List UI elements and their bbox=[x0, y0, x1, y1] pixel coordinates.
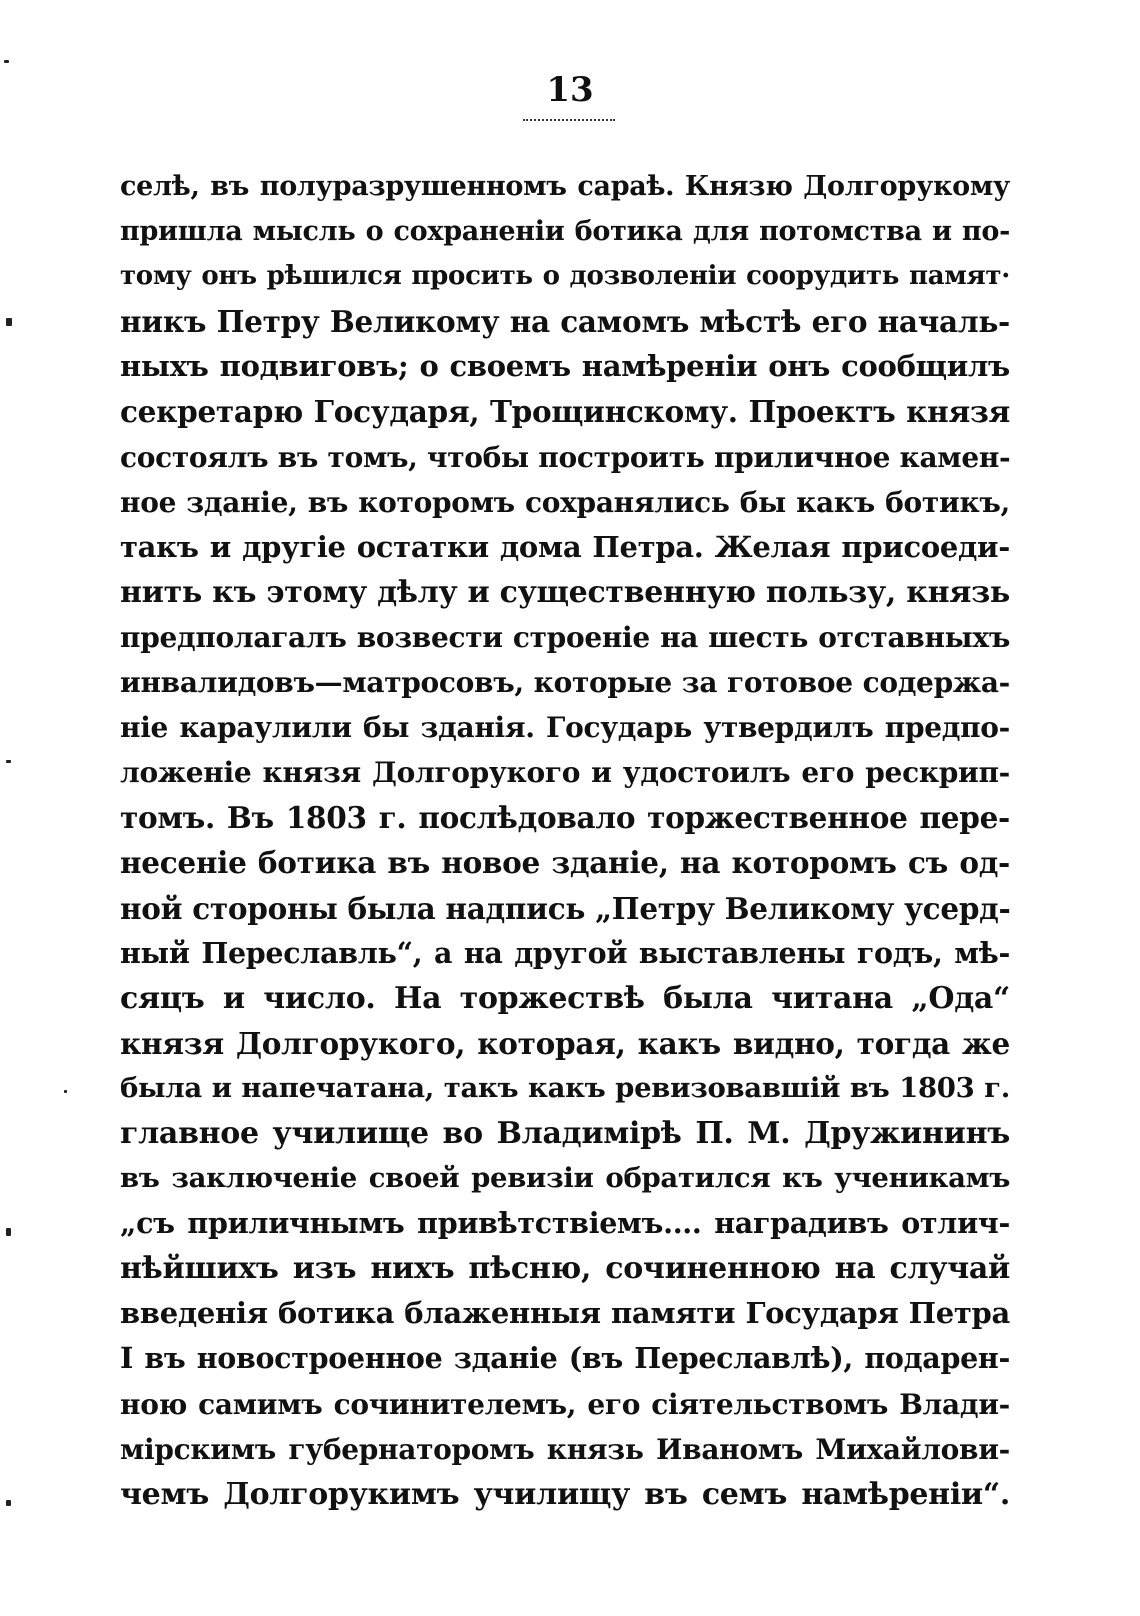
text-line: мірскимъ губернаторомъ князь Иваномъ Михайлови- bbox=[120, 1432, 1010, 1466]
text-line: селѣ, въ полуразрушенномъ сараѣ. Князю Долгорукому bbox=[120, 171, 1010, 202]
text-line: секретарю Государя, Трощинскому. Проектъ князя bbox=[120, 394, 1010, 430]
text-line: въ заключеніе своей ревизіи обратился къ ученикамъ bbox=[120, 1162, 1010, 1195]
text-line: ложеніе князя Долгорукого и удостоилъ его рескрип- bbox=[120, 756, 1010, 790]
text-line: чемъ Долгорукимъ училищу въ семъ намѣреніи“. bbox=[120, 1476, 1010, 1512]
text-line: томъ. Въ 1803 г. послѣдовало торжественное пере- bbox=[120, 800, 1010, 836]
text-line: ный Переславль“, а на другой выставлены годъ, мѣ- bbox=[120, 935, 1010, 970]
text-line: нѣйшихъ изъ нихъ пѣсню, сочиненною на случай bbox=[120, 1251, 1010, 1287]
text-line: нить къ этому дѣлу и существенную пользу, князь bbox=[120, 574, 1010, 610]
scan-speck bbox=[6, 1500, 11, 1506]
text-line: ныхъ подвиговъ; о своемъ намѣреніи онъ сообщилъ bbox=[120, 349, 1010, 384]
scan-speck bbox=[6, 760, 11, 763]
text-line: была и напечатана, такъ какъ ревизовавшій въ 1803 г. bbox=[120, 1071, 1010, 1104]
text-line: „съ приличнымъ привѣтствіемъ.... наградивъ отлич- bbox=[120, 1206, 1010, 1241]
text-line: ніе караулили бы зданія. Государь утвердилъ предпо- bbox=[120, 711, 1010, 745]
text-line: ное зданіе, въ которомъ сохранялись бы какъ ботикъ, bbox=[120, 485, 1010, 519]
page-number-rule bbox=[523, 119, 615, 121]
text-line: ной стороны была надпись „Петру Великому усерд- bbox=[120, 890, 1011, 926]
text-line: пришла мысль о сохраненіи ботика для потомства и по- bbox=[120, 216, 1010, 248]
text-line: тому онъ рѣшился просить о дозволеніи соорудить памят· bbox=[120, 261, 1010, 292]
text-line: предполагалъ возвести строеніе на шесть отставныхъ bbox=[120, 620, 1010, 654]
scan-speck bbox=[6, 318, 12, 326]
text-line: ною самимъ сочинителемъ, его сіятельствомъ Влади- bbox=[120, 1387, 1010, 1421]
text-line: введенія ботика блаженныя памяти Государя Петра bbox=[120, 1296, 1010, 1331]
text-line: сяцъ и число. На торжествѣ была читана „Ода“ bbox=[120, 980, 1010, 1016]
text-line: такъ и другіе остатки дома Петра. Желая присоеди- bbox=[120, 529, 1010, 564]
body-text bbox=[120, 164, 1010, 1517]
page-number: 13 bbox=[546, 70, 594, 110]
text-line: несеніе ботика въ новое зданіе, на которомъ съ од- bbox=[120, 845, 1010, 881]
text-line: I въ новостроенное зданіе (въ Переславлѣ), подарен- bbox=[120, 1341, 1010, 1376]
scan-speck bbox=[4, 60, 9, 63]
text-line: никъ Петру Великому на самомъ мѣстѣ его началь- bbox=[120, 304, 1010, 340]
text-line: главное училище во Владимірѣ П. М. Дружининъ bbox=[120, 1115, 1010, 1151]
text-line: состоялъ въ томъ, чтобы построить приличное камен- bbox=[120, 440, 1011, 474]
text-line: инвалидовъ—матросовъ, которые за готовое содержа- bbox=[120, 666, 1010, 700]
text-line: князя Долгорукого, которая, какъ видно, тогда же bbox=[120, 1025, 1010, 1061]
scan-speck bbox=[6, 1228, 11, 1236]
scan-speck bbox=[64, 1090, 67, 1093]
